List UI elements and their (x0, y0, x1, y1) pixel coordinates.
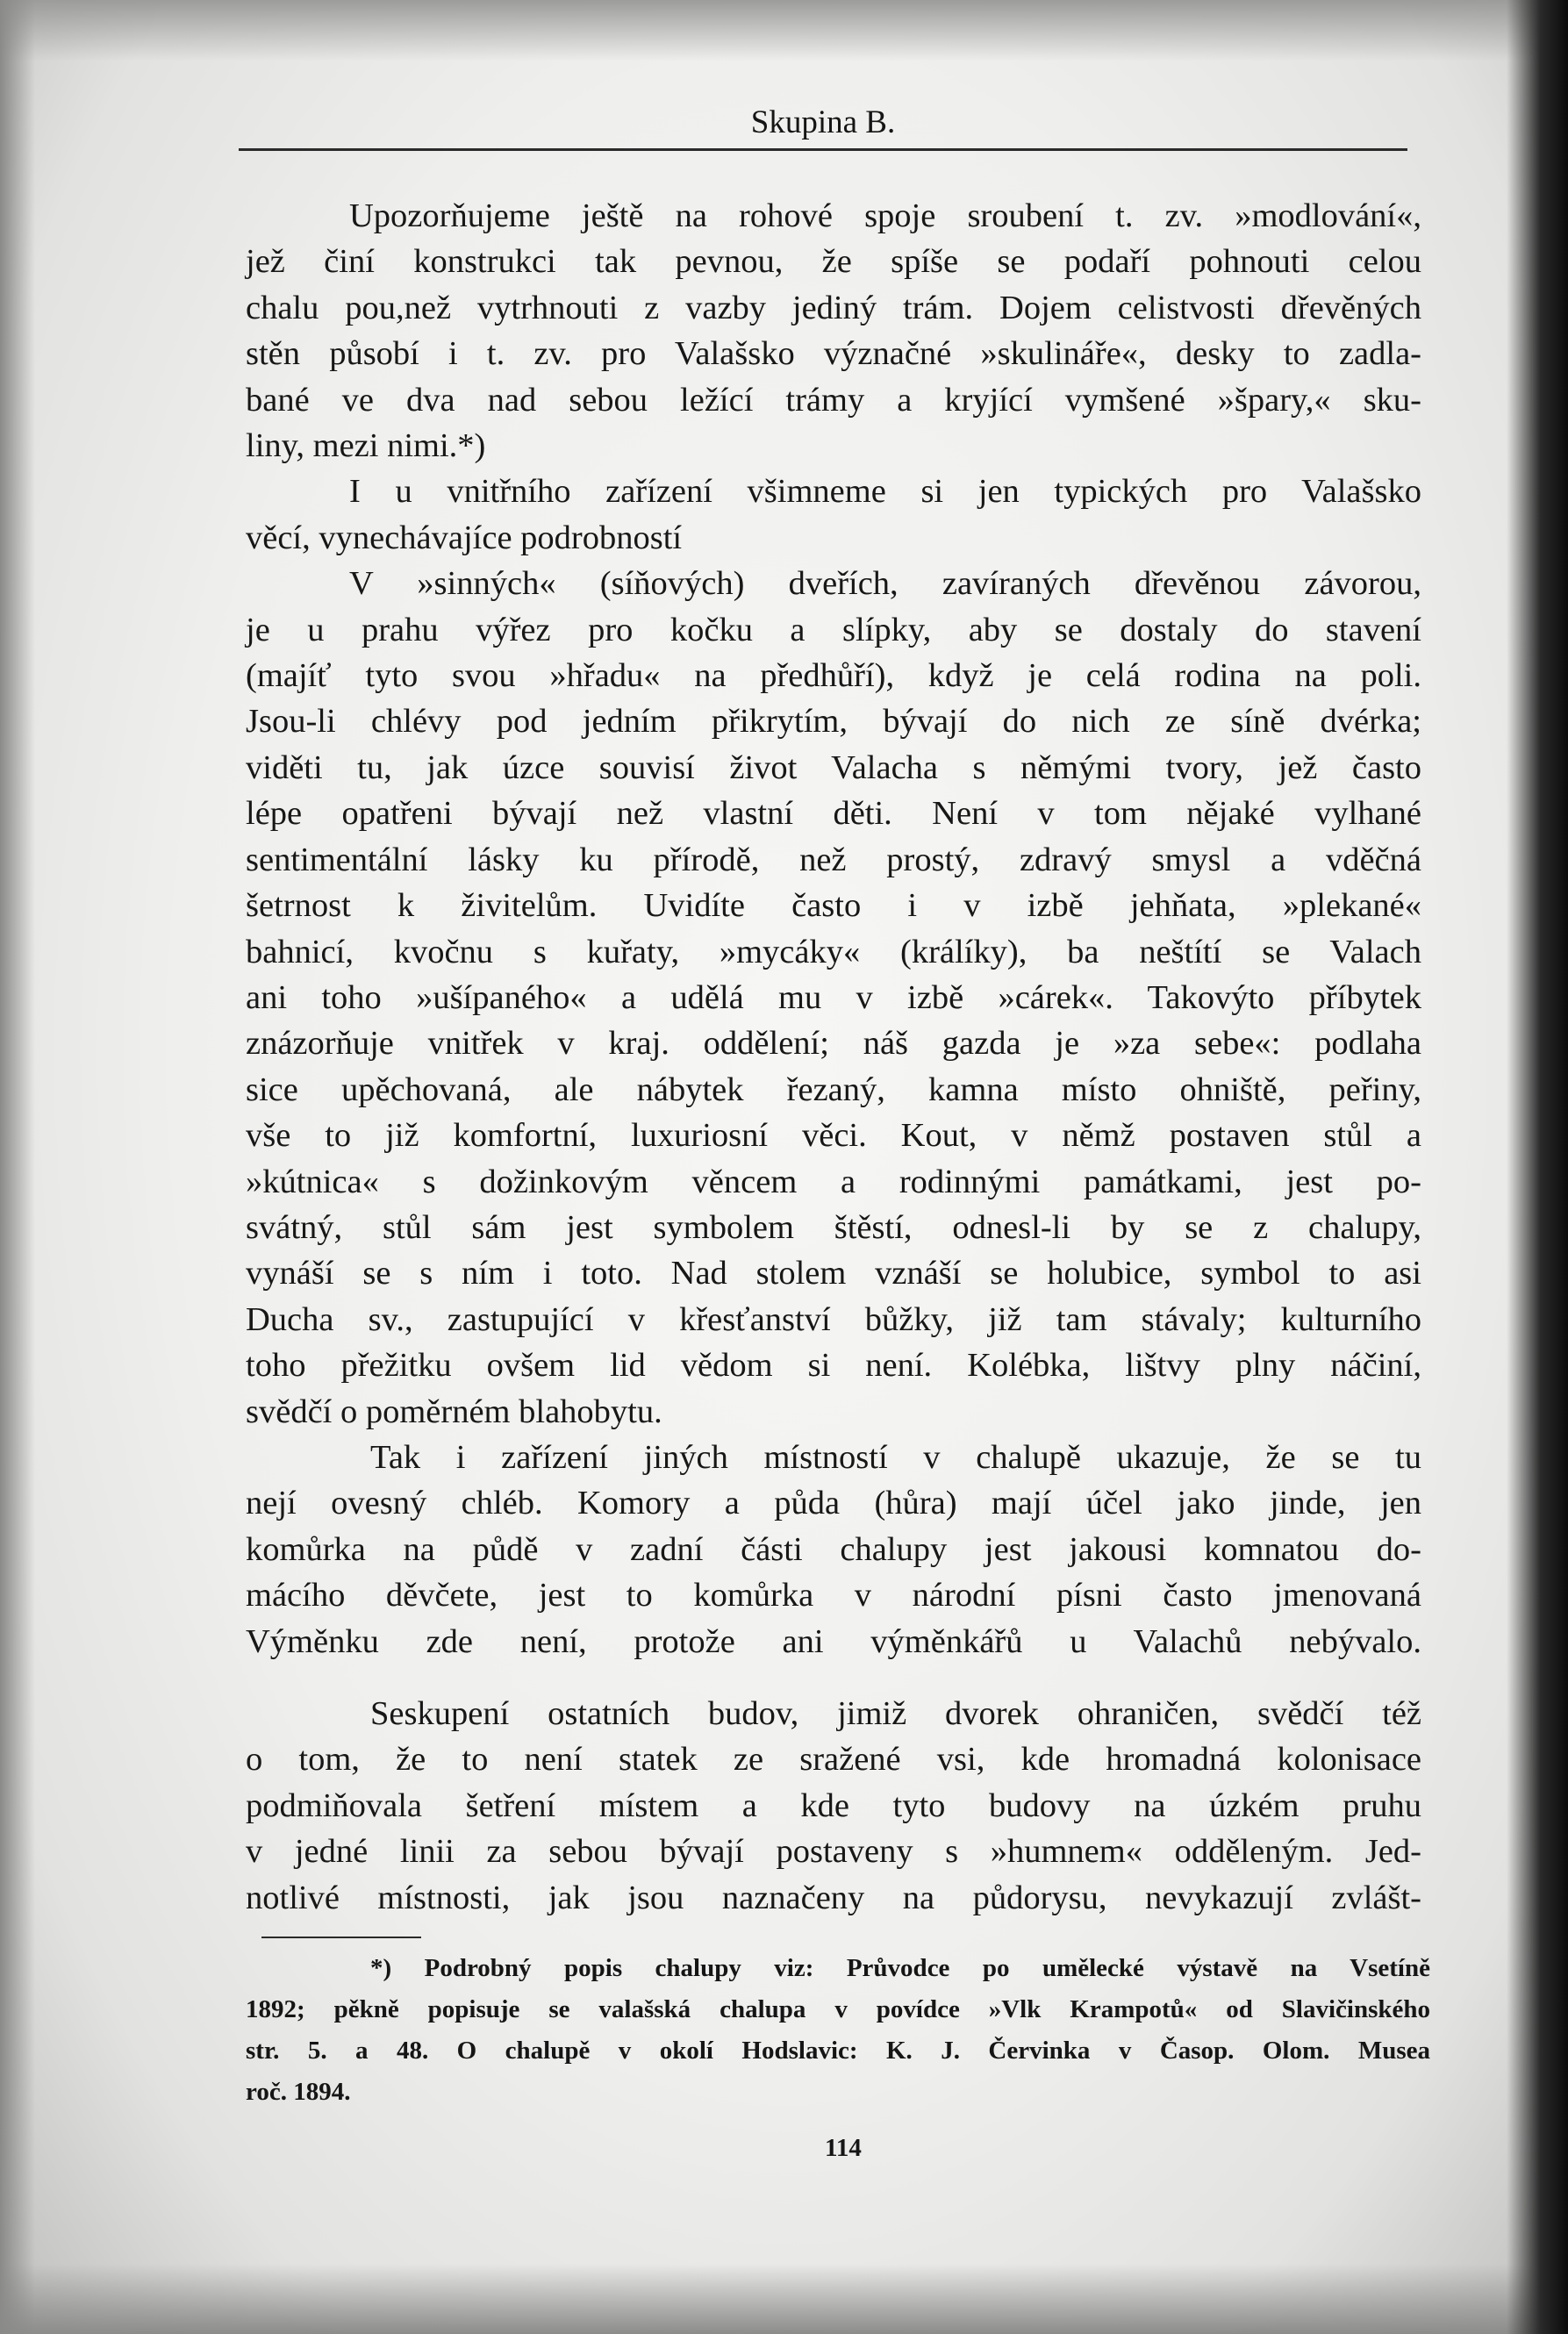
text-line: je u prahu výřez pro kočku a slípky, aby se dostaly do stavení (246, 611, 1421, 648)
running-header: Skupina B. (750, 104, 896, 140)
text-line: ani toho »ušípaného« a udělá mu v izbě »cárek«. Takovýto příbytek (246, 978, 1421, 1016)
text-line: lépe opatřeni bývají než vlastní děti. Není v tom nějaké vylhané (246, 795, 1421, 833)
scan-shadow-bottom (0, 2264, 1568, 2334)
header-rule (239, 148, 1407, 151)
scan-shadow-left (0, 0, 35, 2334)
text-line: liny, mezi nimi.*) (246, 427, 486, 465)
text-line: vynáší se s ním i toto. Nad stolem vznáší se holubice, symbol to asi (246, 1255, 1421, 1292)
footnote-line: str. 5. a 48. O chalupě v okolí Hodslavic: K. J. Červinka v Časop. Olom. Musea (246, 2037, 1430, 2065)
text-line: Upozorňujeme ještě na rohové spoje sroubení t. zv. »modlování«, (349, 197, 1421, 234)
text-line: o tom, že to není statek ze sražené vsi, kde hromadná kolonisace (246, 1741, 1421, 1779)
text-line: I u vnitřního zařízení všimneme si jen typických pro Valašsko (349, 473, 1421, 511)
text-line: Jsou-li chlévy pod jedním přikrytím, bývají do nich ze síně dvérka; (246, 703, 1421, 741)
page-number: 114 (825, 2134, 862, 2162)
paragraph-gap (246, 1665, 1421, 1691)
text-line: svátný, stůl sám jest symbolem štěstí, odnesl-li by se z chalupy, (246, 1208, 1421, 1246)
text-line: (majíť tyto svou »hřadu« na předhůří), když je celá rodina na poli. (246, 657, 1421, 695)
body-text (246, 193, 1421, 1921)
footnotes (246, 1948, 1430, 2113)
text-line: věcí, vynechávajíce podrobností (246, 519, 683, 556)
text-line: bané ve dva nad sebou ležící trámy a kryjící vymšené »špary,« sku- (246, 381, 1421, 419)
text-line: Tak i zařízení jiných místností v chalupě ukazuje, že se tu (370, 1438, 1421, 1476)
text-line: šetrnost k živitelům. Uvidíte často i v izbě jehňata, »plekané« (246, 887, 1421, 925)
text-line: mácího děvčete, jest to komůrka v národní písni často jmenovaná (246, 1577, 1421, 1614)
text-line: chalu pou,než vytrhnouti z vazby jediný trám. Dojem celistvosti dřevěných (246, 289, 1421, 326)
scan-shadow-top (0, 0, 1568, 61)
text-line: svědčí o poměrném blahobytu. (246, 1393, 662, 1430)
text-line: sice upěchovaná, ale nábytek řezaný, kamna místo ohniště, peřiny, (246, 1070, 1421, 1108)
text-line: podmiňovala šetření místem a kde tyto budovy na úzkém pruhu (246, 1786, 1421, 1824)
text-line: Výměnku zde není, protože ani výměnkářů u Valachů nebývalo. (246, 1622, 1421, 1660)
text-line: »kútnica« s dožinkovým věncem a rodinnými památkami, jest po- (246, 1163, 1421, 1200)
text-line: bahnicí, kvočnu s kuřaty, »mycáky« (králíky), ba neštítí se Valach (246, 933, 1421, 970)
text-line: nejí ovesný chléb. Komory a půda (hůra) mají účel jako jinde, jen (246, 1485, 1421, 1522)
footnote-rule (261, 1937, 421, 1938)
text-line: sentimentální lásky ku přírodě, než prostý, zdravý smysl a vděčná (246, 841, 1421, 878)
footnote-line: *) Podrobný popis chalupy viz: Průvodce po umělecké výstavě na Vsetíně (370, 1954, 1430, 1982)
book-spine-edge (1507, 0, 1568, 2334)
text-line: notlivé místnosti, jak jsou naznačeny na půdorysu, nevykazují zvlášt- (246, 1879, 1421, 1916)
text-line: Seskupení ostatních budov, jimiž dvorek ohraničen, svědčí též (370, 1695, 1421, 1732)
text-line: vše to již komfortní, luxuriosní věci. Kout, v němž postaven stůl a (246, 1117, 1421, 1155)
footnote-line: roč. 1894. (246, 2078, 351, 2106)
text-line: toho přežitku ovšem lid vědom si není. Kolébka, lištvy plny náčiní, (246, 1347, 1421, 1385)
text-line: V »sinných« (síňových) dveřích, zavíraných dřevěnou závorou, (349, 565, 1421, 603)
text-line: znázorňuje vnitřek v kraj. oddělení; náš gazda je »za sebe«: podlaha (246, 1025, 1421, 1063)
text-line: v jedné linii za sebou bývají postaveny s »humnem« odděleným. Jed- (246, 1833, 1421, 1871)
text-line: komůrka na půdě v zadní části chalupy jest jakousi komnatou do- (246, 1530, 1421, 1568)
footnote-line: 1892; pěkně popisuje se valašská chalupa v povídce »Vlk Krampotů« od Slavičinského (246, 1995, 1430, 2023)
text-line: jež činí konstrukci tak pevnou, že spíše se podaří pohnouti celou (246, 243, 1421, 281)
text-line: viděti tu, jak úzce souvisí život Valacha s němými tvory, jež často (246, 748, 1421, 786)
text-line: stěn působí i t. zv. pro Valašsko význačné »skulináře«, desky to zadla- (246, 335, 1421, 373)
text-line: Ducha sv., zastupující v křesťanství bůžky, již tam stávaly; kulturního (246, 1300, 1421, 1338)
